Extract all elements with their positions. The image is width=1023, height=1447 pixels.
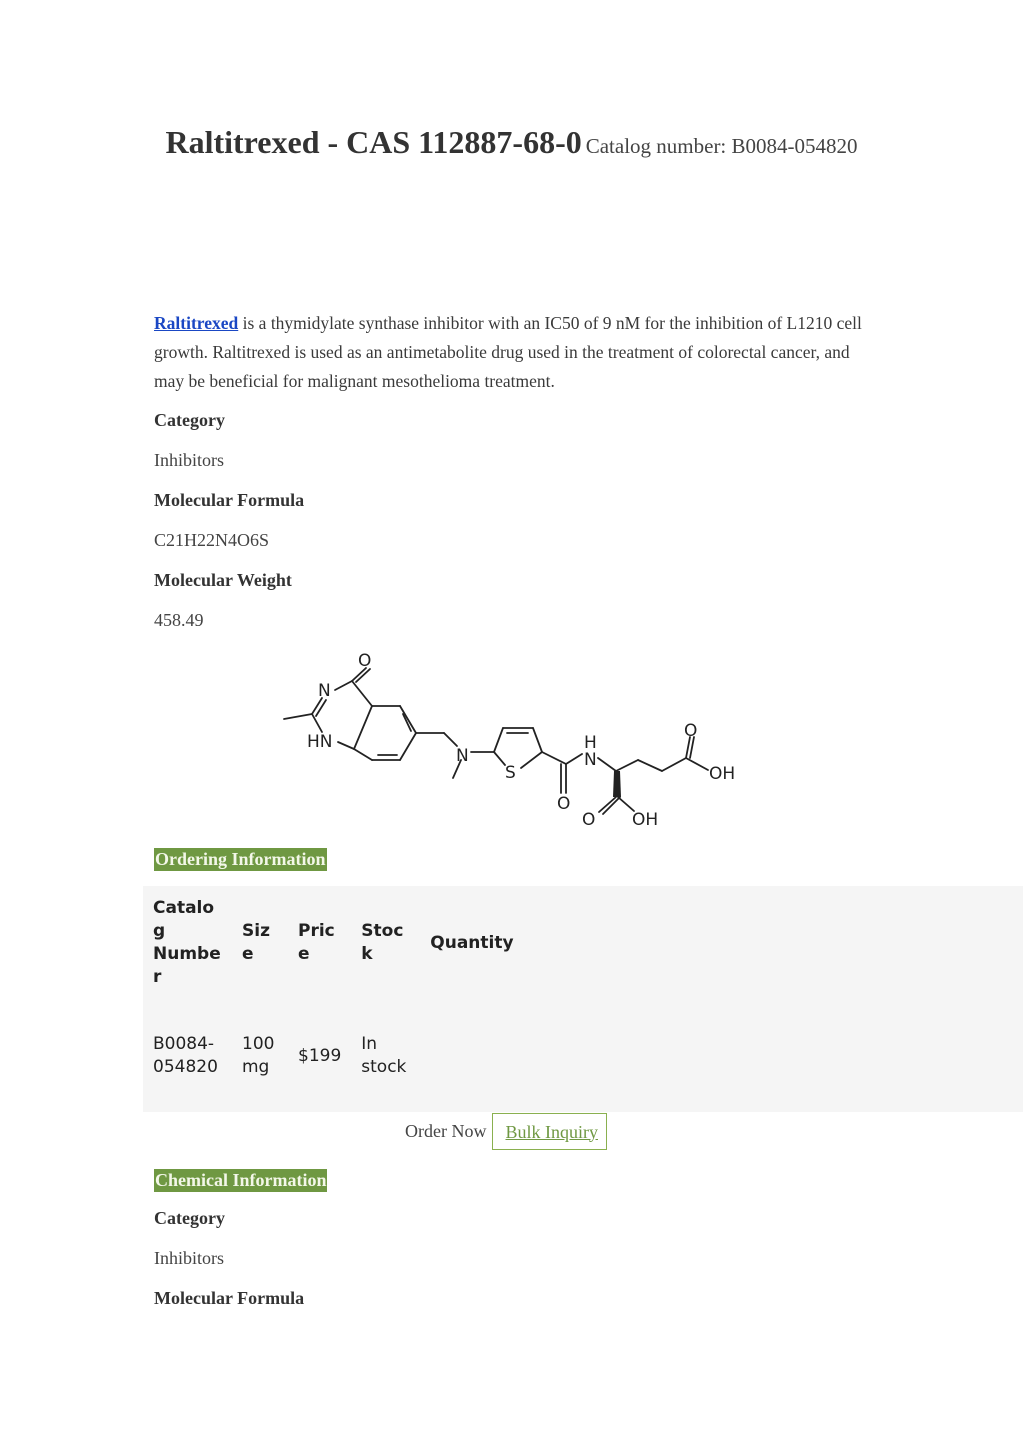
cell-size: 100 mg [242, 1034, 275, 1077]
atom-label: HN [307, 732, 333, 752]
atom-label: O [684, 721, 698, 741]
catalog-number-line: Catalog number: B0084-054820 [585, 134, 858, 158]
chemical-information-tag: Chemical Information [155, 1170, 327, 1190]
category-label: Category [154, 410, 225, 430]
order-now-link[interactable]: Order Now [405, 1120, 487, 1141]
ordering-information-tag: Ordering Information [155, 849, 326, 869]
product-name-link[interactable]: Raltitrexed [154, 313, 239, 333]
cell-quantity[interactable] [420, 1000, 540, 1112]
column-header-stock: Stoc k [361, 921, 404, 964]
molecular-weight-value: 458.49 [154, 610, 204, 630]
chem-category-value: Inhibitors [154, 1248, 224, 1268]
table-header-row [143, 886, 540, 1000]
atom-label: S [505, 763, 516, 783]
column-header-price: Pric e [298, 921, 335, 964]
atom-label: OH [709, 764, 736, 784]
column-header-size: Siz e [242, 921, 270, 964]
category-value: Inhibitors [154, 450, 224, 470]
ordering-table-container [143, 886, 1023, 1112]
table-row [143, 1000, 540, 1112]
molecular-formula-value: C21H22N4O6S [154, 530, 270, 550]
cell-stock: In stock [361, 1034, 407, 1077]
column-header-quantity: Quantity [430, 932, 514, 953]
product-description [154, 309, 874, 396]
chem-category-label: Category [154, 1208, 225, 1228]
chemical-structure-image [275, 648, 745, 833]
atom-label: O [582, 810, 596, 830]
molecular-weight-label: Molecular Weight [154, 570, 292, 590]
atom-label: O [358, 651, 372, 671]
atom-label: N [456, 746, 469, 766]
chem-molecular-formula-label: Molecular Formula [154, 1288, 305, 1308]
molecular-formula-label: Molecular Formula [154, 490, 305, 510]
atom-label: N [318, 681, 331, 701]
ordering-table [143, 886, 540, 1112]
atom-label: H [584, 733, 597, 753]
bulk-inquiry-button[interactable]: Bulk Inquiry [492, 1113, 607, 1150]
description-text: is a thymidylate synthase inhibitor with an IC50 of 9 nM for the inhibition of L1210 cell growth. Raltitrexed is used as an antimetabolite drug used in the treatment of colorectal cancer, and may be beneficial for malignant mesothelioma treatment. [154, 313, 862, 391]
column-header-catalog: Catalo g Numbe r [153, 898, 221, 987]
order-actions [405, 1112, 607, 1150]
page-title-block [120, 124, 903, 161]
cell-price: $199 [298, 1045, 342, 1066]
atom-label: O [557, 794, 571, 814]
atom-label: N [584, 750, 597, 770]
page-title: Raltitrexed - CAS 112887-68-0 [165, 124, 582, 160]
atom-label: OH [632, 810, 659, 830]
cell-catalog: B0084- 054820 [153, 1034, 218, 1077]
